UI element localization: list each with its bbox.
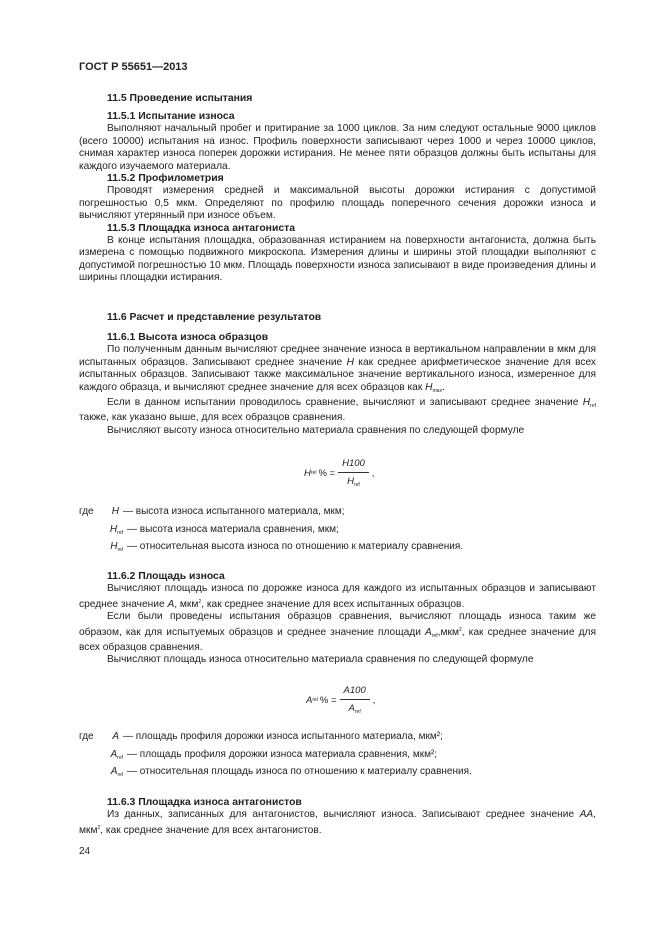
paragraph: Выполняют начальный пробег и притирание за 1000 циклов. За ним следуют остальные 9000 циклов (всего 10000) испытания на износ. Профиль поверхности записывают через 1000 и через 10000 циклов, снимая характер износа поперек дорожки истирания. Не менее пяти образцов должны быть испытаны для каждого изучаемого материала. [79, 123, 596, 172]
section-11-6-3 [79, 797, 596, 837]
section-heading: 11.5.3 Площадка износа антагониста [107, 222, 295, 234]
section-heading: 11.6 Расчет и представление результатов [107, 312, 322, 323]
paragraph: Если были проведены испытания образцов сравнения, вычисляют площадь износа таким же образом, как для испытуемых образцов и среднее значение площади $A_{ref},мкм^2$, как среднее значение для всех образцов сравнения. [79, 611, 596, 654]
paragraph: Из данных, записанных для антагонистов, вычисляют износа. Записывают среднее значение AA, мкм$^2$, как среднее значение для всех антагонистов. [79, 809, 596, 836]
page-number: 24 [79, 846, 91, 857]
section-heading: 11.5.1 Испытание износа [107, 111, 235, 122]
section-heading: 11.6.2 Площадь износа [107, 571, 225, 582]
where-item: $H_{ref}$ — высота износа материала сравнения, мкм; [109, 523, 339, 536]
where-item: где H — высота износа испытанного материала, мкм; [79, 506, 345, 517]
where-item: $A_{ref}$ — площадь профиля дорожки износа материала сравнения, мкм²; [110, 748, 438, 761]
formula-h-rel: H rel % = $\frac{H100}{H_{ref}}$ , [304, 458, 375, 488]
formula-a-rel: A rel % = $\frac{A100}{A_{ref}}$ , [306, 685, 376, 715]
fraction: $\frac{H100}{H_{ref}}$ [338, 458, 369, 488]
section-11-5-1 [79, 111, 596, 285]
paragraph: Если в данном испытании проводилось сравнение, вычисляют и записывают среднее значение $H_{ref}$ также, как указано выше, для всех образцов сравнения. [79, 397, 596, 424]
where-item: где A — площадь профиля дорожки износа испытанного материала, мкм²; [79, 731, 443, 742]
paragraph: По полученным данным вычисляют среднее значение износа в вертикальном направлении в мкм для испытанных образцов. Записывают среднее значение H как среднее арифметическое значение для всех испытанных образцов. Записывают также максимальное значение вертикального износа, измеренное для каждого образца, и вычисляют среднее значение для всех образцов как $H_{max}$. [79, 344, 597, 394]
section-11-6 [79, 312, 596, 324]
where-item: $H_{rel}$ — относительная высота износа по отношению к материалу сравнения. [110, 541, 464, 553]
paragraph: В конце испытания площадка, образованная истиранием на поверхности антагониста, должна быть измерена с помощью подвижного микроскопа. Измерения длины и ширины этой площадки выполняют с допустимой погрешностью 10 мкм. Площадь поверхности износа записывают в виде произведения длины и ширины площадки истирания. [79, 235, 596, 284]
section-heading: 11.6.3 Площадка износа антагонистов [107, 797, 302, 808]
paragraph: Вычисляют высоту износа относительно материала сравнения по следующей формуле [107, 424, 525, 436]
section-heading: 11.5.2 Профилометрия [107, 173, 224, 185]
section-11-5 [79, 93, 596, 105]
section-11-6-1 [79, 332, 596, 437]
section-heading: 11.6.1 Высота износа образцов [107, 332, 269, 343]
section-11-6-2 [79, 571, 596, 667]
section-heading: 11.5 Проведение испытания [107, 93, 253, 104]
document-header: ГОСТ Р 55651—2013 [79, 61, 188, 73]
where-item: $A_{rel}$ — относительная площадь износа по отношению к материалу сравнения. [110, 766, 472, 778]
fraction: $\frac{A100}{A_{ref}}$ [340, 685, 370, 715]
paragraph: Вычисляют площадь износа по дорожке износа для каждого из испытанных образцов и записывают среднее значение A, мкм$^2$, как среднее значение для всех испытанных образцов. [79, 583, 596, 610]
where-list-a [79, 731, 472, 784]
where-list-h [79, 506, 463, 559]
paragraph: Вычисляют площадь износа относительно материала сравнения по следующей формуле [107, 654, 534, 666]
paragraph: Проводят измерения средней и максимальной высоты дорожки истирания с допустимой погрешностью 0,5 мкм. Определяют по профилю площадь поперечного сечения дорожки износа и вычисляют утерянный при износе объем. [79, 185, 596, 222]
